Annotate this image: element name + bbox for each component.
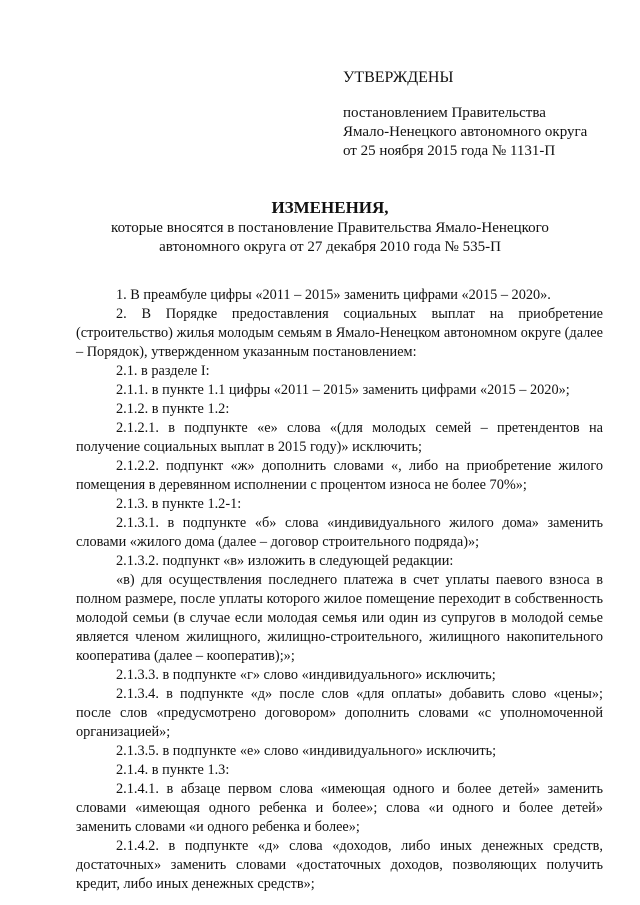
paragraph-2: 2. В Порядке предоставления социальных выплат на приобретение (строительство) жилья молодым семьям в Ямало-Ненецком автономном округе (далее – Порядок), утвержденном указанным постановлением:	[76, 306, 603, 360]
document-subtitle-line-2: автономного округа от 27 декабря 2010 года № 535-П	[159, 239, 501, 255]
paragraph-2-1-3-3: 2.1.3.3. в подпункте «г» слово «индивидуального» исключить;	[116, 667, 496, 683]
paragraph-2-1-3: 2.1.3. в пункте 1.2-1:	[116, 496, 242, 512]
paragraph-2-1-4-1: 2.1.4.1. в абзаце первом слова «имеющая одного и более детей» заменить словами «имеющая одного ребенка и более»; слова «и одного и более детей» заменить словами «и одного ребенка и более»;	[76, 781, 603, 835]
paragraph-2-1-1: 2.1.1. в пункте 1.1 цифры «2011 – 2015» заменить цифрами «2015 – 2020»;	[116, 382, 570, 398]
document-title-block	[60, 197, 600, 257]
paragraph-2-1-3-5: 2.1.3.5. в подпункте «е» слово «индивидуального» исключить;	[116, 743, 497, 759]
approval-line-2: Ямало-Ненецкого автономного округа	[343, 124, 588, 140]
paragraph-quoted-edition: «в) для осуществления последнего платежа в счет уплаты паевого взноса в полном размере, после уплаты которого жилое помещение переходит в собственность молодой семьи (в случае если молодая семья или один из супругов в молодой семье является членом жилищного, жилищно-строительного, жилищного накопительного кооператива (далее – кооператив);»;	[76, 572, 603, 664]
paragraph-2-1-3-4: 2.1.3.4. в подпункте «д» после слов «для оплаты» добавить слово «цены»; после слов «предусмотрено договором» дополнить словами «с уполномоченной организацией»;	[76, 686, 603, 740]
document-subtitle-line-1: которые вносятся в постановление Правительства Ямало-Ненецкого	[111, 220, 549, 236]
paragraph-2-1-2: 2.1.2. в пункте 1.2:	[116, 401, 230, 417]
paragraph-2-1-4: 2.1.4. в пункте 1.3:	[116, 762, 230, 778]
paragraph-2-1: 2.1. в разделе I:	[116, 363, 210, 379]
paragraph-2-1-4-2: 2.1.4.2. в подпункте «д» слова «доходов, либо иных денежных средств, достаточных» заменить словами «достаточных доходов, позволяющих получить кредит, либо иных денежных средств»;	[76, 838, 603, 892]
paragraph-1: 1. В преамбуле цифры «2011 – 2015» заменить цифрами «2015 – 2020».	[116, 287, 551, 303]
paragraph-2-1-2-1: 2.1.2.1. в подпункте «е» слова «(для молодых семей – претендентов на получение социальных выплат в 2015 году)» исключить;	[76, 420, 603, 455]
approval-line-1: постановлением Правительства	[343, 105, 546, 121]
paragraph-2-1-2-2: 2.1.2.2. подпункт «ж» дополнить словами «, либо на приобретение жилого помещения в деревянном исполнении с процентом износа не более 70%»;	[76, 458, 603, 493]
approval-heading: УТВЕРЖДЕНЫ	[343, 69, 454, 86]
document-title: ИЗМЕНЕНИЯ,	[271, 198, 389, 217]
approval-block	[343, 68, 623, 161]
paragraph-2-1-3-1: 2.1.3.1. в подпункте «б» слова «индивидуального жилого дома» заменить словами «жилого дома (далее – договор строительного подряда)»;	[76, 515, 603, 550]
document-body	[76, 286, 603, 894]
paragraph-2-1-3-2: 2.1.3.2. подпункт «в» изложить в следующей редакции:	[116, 553, 454, 569]
approval-line-3: от 25 ноября 2015 года № 1131-П	[343, 143, 556, 159]
